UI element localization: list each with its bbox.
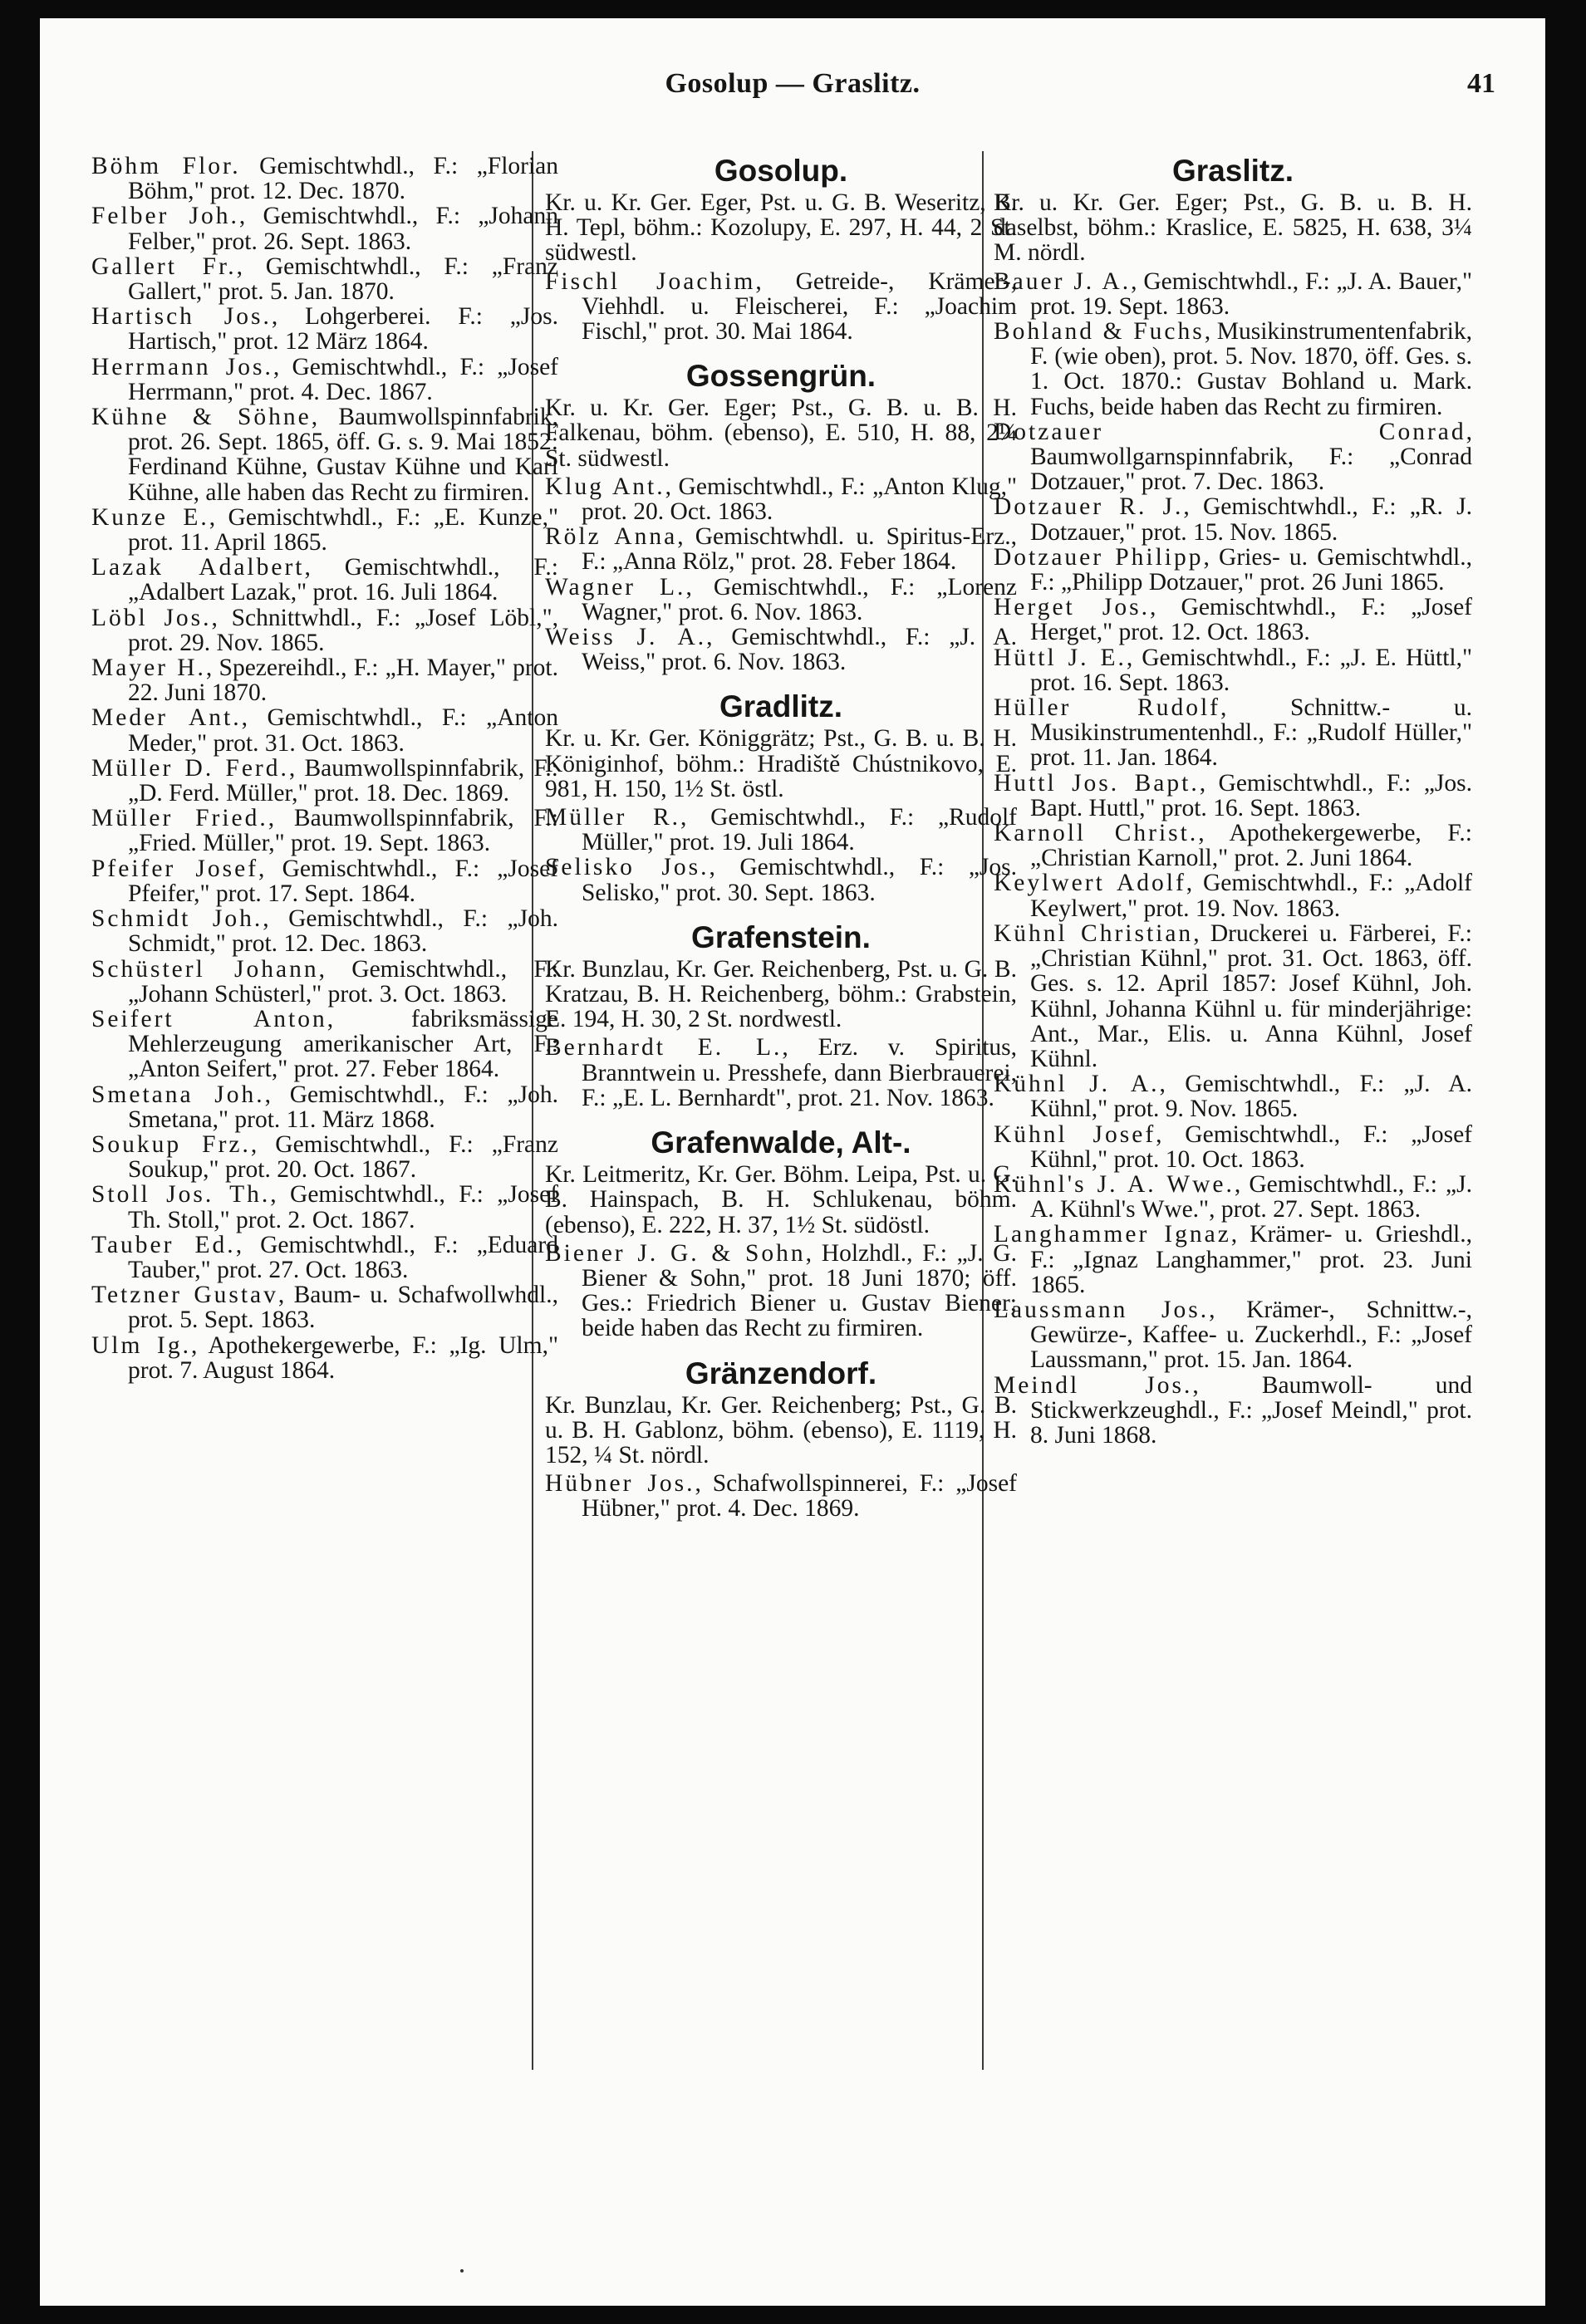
entry-details: , Gemischtwhdl., F.: „Josef Pfeifer," prot. 17. Sept. 1864.: [128, 855, 559, 907]
entry-name: Dotzauer Conrad: [994, 418, 1466, 445]
entry-name: Kühnl's J. A. Wwe.: [994, 1170, 1235, 1198]
place-description: Kr. u. Kr. Ger. Eger; Pst., G. B. u. B. H. daselbst, böhm.: Kraslice, E. 5825, H. 638, 3¼ M. nördl.: [994, 189, 1472, 267]
entry-details: , Gemischtwhdl., F.: „Josef Kühnl," prot. 10. Oct. 1863.: [1030, 1120, 1472, 1173]
entry-name: Hüller Rudolf: [994, 694, 1220, 722]
place-block: [545, 689, 1017, 905]
entry-details: , Spezereihdl., F.: „H. Mayer," prot. 22. Juni 1870.: [128, 655, 559, 707]
entry-details: , Gemischtwhdl., F.: „E. Kunze," prot. 11. April 1865.: [128, 503, 559, 556]
place-heading: Gossengrün.: [685, 359, 876, 394]
entry-name: Selisko Jos.: [545, 854, 710, 881]
directory-entry: [91, 606, 558, 655]
entry-details: , Gemischtwhdl., F.: „Lorenz Wagner," prot. 6. Nov. 1863.: [582, 573, 1017, 625]
directory-entry: [91, 1132, 558, 1182]
directory-entry: [91, 154, 558, 203]
directory-entry: [994, 1297, 1472, 1373]
directory-entry: [994, 319, 1472, 419]
directory-entry: [545, 524, 1017, 574]
entry-details: , Gemischtwhdl., F.: „Adalbert Lazak," prot. 16. Juli 1864.: [128, 554, 558, 606]
place-block: [545, 1356, 1017, 1522]
entry-name: Weiss J. A.: [545, 624, 707, 651]
page-number: 41: [1467, 68, 1495, 99]
entry-name: Wagner L.: [545, 573, 686, 601]
directory-entry: [994, 1071, 1472, 1121]
entry-name: Smetana Joh.: [91, 1081, 265, 1108]
entry-details: , Getreide-, Krämer-, Viehhdl. u. Fleischerei, F.: „Joachim Fischl," prot. 30. Mai 1864.: [582, 267, 1017, 346]
entry-name: Karnoll Christ.: [994, 820, 1199, 847]
column-right: [994, 154, 1472, 1448]
entry-name: Bohland & Fuchs: [994, 318, 1205, 346]
entry-name: Kühnl Josef: [994, 1120, 1156, 1148]
entry-name: Meindl Jos.: [994, 1371, 1193, 1399]
directory-entry: [91, 1007, 558, 1082]
directory-entry: [545, 625, 1017, 674]
entry-details: , Baumwollspinnfabrik, F.: „Fried. Müller," prot. 19. Sept. 1863.: [128, 805, 559, 857]
directory-entry: [994, 821, 1472, 870]
place-heading: Gradlitz.: [719, 689, 843, 724]
entry-details: , Gemischtwhdl., F.: „J. A. Kühnl's Wwe.", prot. 27. Sept. 1863.: [1030, 1170, 1472, 1223]
entry-name: Kühnl Christian: [994, 919, 1194, 947]
directory-entry: [91, 404, 558, 505]
running-head: [40, 68, 1545, 110]
entry-name: Seifert Anton: [91, 1005, 327, 1032]
entry-details: , Gemischtwhdl., F.: „Joh. Smetana," prot. 11. März 1868.: [128, 1081, 558, 1133]
entry-details: Gemischtwhdl., F.: „Florian Böhm," prot. 12. Dec. 1870.: [128, 153, 559, 205]
entry-name: Meder Ant.: [91, 704, 242, 732]
entry-details: , Gemischtwhdl., F.: „R. J. Dotzauer," prot. 15. Nov. 1865.: [1030, 493, 1472, 546]
entry-name: Dotzauer Philipp: [994, 543, 1204, 571]
entry-name: Kühne & Söhne: [91, 404, 312, 431]
directory-entry: [91, 1082, 558, 1132]
entry-details: , Apothekergewerbe, F.: „Ig. Ulm," prot. 7. August 1864.: [128, 1331, 558, 1384]
directory-entry: [91, 705, 558, 755]
entry-name: Pfeifer Josef: [91, 855, 259, 882]
entry-details: , Baumwoll- und Stickwerkzeughdl., F.: „Josef Meindl," prot. 8. Juni 1868.: [1030, 1371, 1472, 1449]
entry-details: , Gemischtwhdl., F.: „J. A. Kühnl," prot. 9. Nov. 1865.: [1030, 1071, 1472, 1123]
entry-details: , Gemischtwhdl., F.: „Joh. Schmidt," prot. 12. Dec. 1863.: [128, 905, 559, 958]
entry-name: Müller Fried.: [91, 805, 268, 832]
entry-details: , Schnittwhdl., F.: „Josef Löbl,", prot. 29. Nov. 1865.: [128, 604, 558, 656]
entry-details: , Krämer- u. Grieshdl., F.: „Ignaz Langhammer," prot. 23. Juni 1865.: [1030, 1221, 1472, 1298]
entry-details: , Gemischtwhdl., F.: „J. A. Weiss," prot. 6. Nov. 1863.: [582, 624, 1017, 676]
directory-entry: [994, 595, 1472, 645]
entry-details: , Holzhdl., F.: „J. G. Biener & Sohn," prot. 18 Juni 1870; öff. Ges.: Friedrich Biener u. Gustav Biener; beide haben das Recht zu firmiren.: [582, 1239, 1017, 1342]
entry-name: Herget Jos.: [994, 594, 1150, 621]
place-heading: Gränzendorf.: [685, 1356, 877, 1390]
place-description: Kr. Leitmeritz, Kr. Ger. Böhm. Leipa, Pst. u. G. B. Hainspach, B. H. Schlukenau, böhm. (ebenso), E. 222, H. 37, 1½ St. südöstl.: [545, 1161, 1017, 1238]
entry-details: , Gemischtwhdl., F.: „Johann Schüsterl," prot. 3. Oct. 1863.: [128, 955, 558, 1008]
place-heading: Grafenwalde, Alt-.: [651, 1125, 911, 1160]
entry-name: Mayer H.: [91, 655, 206, 682]
directory-entry: [994, 269, 1472, 319]
entry-details: , Schnittw.- u. Musikinstrumentenhdl., F.: „Rudolf Hüller," prot. 11. Jan. 1864.: [1030, 694, 1472, 772]
entry-name: Bauer J. A.: [994, 267, 1132, 295]
entry-name: Rölz Anna: [545, 523, 678, 551]
entry-name: Müller D. Ferd.: [91, 754, 289, 782]
place-block: [545, 359, 1017, 674]
place-block: [545, 154, 1017, 344]
place-heading: Gosolup.: [714, 154, 848, 188]
place-description: Kr. u. Kr. Ger. Eger, Pst. u. G. B. Weseritz, B. H. Tepl, böhm.: Kozolupy, E. 297, H. 44, 2 St. südwestl.: [545, 189, 1017, 267]
directory-entry: [994, 545, 1472, 595]
entry-name: Langhammer Ignaz: [994, 1221, 1231, 1248]
entry-details: , Schafwollspinnerei, F.: „Josef Hübner," prot. 4. Dec. 1869.: [582, 1470, 1017, 1522]
entry-name: Schüsterl Johann: [91, 955, 319, 983]
entry-details: , Druckerei u. Färberei, F.: „Christian Kühnl," prot. 31. Oct. 1863, öff. Ges. s. 12. April 1857: Josef Kühnl, Joh. Kühnl, Johanna Kühnl u. für minderjährige: Ant., Mar., Elis. u. Anna Kühnl, Josef Kühnl.: [1030, 919, 1472, 1072]
directory-entry: [545, 805, 1017, 855]
entry-name: Hübner Jos.: [545, 1470, 695, 1498]
directory-entry: [91, 906, 558, 956]
entry-details: , Gemischtwhdl., F.: „Josef Th. Stoll," prot. 2. Oct. 1867.: [128, 1181, 558, 1233]
directory-entry: [91, 505, 558, 555]
entry-name: Biener J. G. & Sohn: [545, 1239, 806, 1267]
directory-entry: [91, 1233, 558, 1282]
directory-entry: [545, 1035, 1017, 1111]
column-middle: [545, 154, 1017, 1522]
directory-entry: [91, 1333, 558, 1383]
entry-name: Tetzner Gustav: [91, 1282, 278, 1309]
directory-entry: [545, 1471, 1017, 1521]
place-heading: Graslitz.: [1172, 154, 1294, 188]
entry-name: Ulm Ig.: [91, 1331, 192, 1359]
directory-entry: [994, 1373, 1472, 1449]
print-speck: [460, 2269, 464, 2273]
entry-details: , Gemischtwhdl., F.: „Anton Meder," prot. 31. Oct. 1863.: [128, 704, 558, 757]
entry-details: , Gemischtwhdl., F.: „Franz Gallert," prot. 5. Jan. 1870.: [128, 253, 559, 306]
entry-name: Schmidt Joh.: [91, 905, 263, 933]
directory-entry: [994, 494, 1472, 544]
entry-details: , Gemischtwhdl., F.: „Eduard Tauber," prot. 27. Oct. 1863.: [128, 1231, 558, 1283]
entry-details: , Gemischtwhdl., F.: „Jos. Selisko," prot. 30. Sept. 1863.: [582, 854, 1017, 906]
entry-details: , Baumwollspinnfabrik, F.: „D. Ferd. Müller," prot. 18. Dec. 1869.: [128, 754, 558, 807]
entry-details: , Baum- u. Schafwollwhdl., prot. 5. Sept. 1863.: [128, 1282, 558, 1334]
entry-name: Laussmann Jos.: [994, 1296, 1210, 1323]
running-title: Gosolup — Graslitz.: [665, 68, 921, 99]
directory-entry: [91, 806, 558, 856]
place-description: Kr. Bunzlau, Kr. Ger. Reichenberg; Pst., G. B. u. B. H. Gablonz, böhm. (ebenso), E. 1119, H. 152, ¼ St. nördl.: [545, 1391, 1017, 1468]
directory-entry: [91, 555, 558, 605]
directory-entry: [91, 304, 558, 354]
entry-details: , Gemischtwhdl., F.: „J. A. Bauer," prot. 19. Sept. 1863.: [1030, 267, 1472, 320]
directory-entry: [994, 1122, 1472, 1172]
entry-details: , Gemischtwhdl., F.: „Rudolf Müller," prot. 19. Juli 1864.: [582, 804, 1017, 856]
directory-entry: [994, 695, 1472, 771]
entry-name: Kühnl J. A.: [994, 1071, 1160, 1098]
entry-name: Huttl Jos. Bapt.: [994, 769, 1200, 797]
entry-details: , Gemischtwhdl., F.: „Adolf Keylwert," prot. 19. Nov. 1863.: [1030, 870, 1472, 922]
entry-name: Hartisch Jos.: [91, 303, 272, 331]
entry-name: Tauber Ed.: [91, 1231, 236, 1258]
directory-entry: [91, 254, 558, 304]
place-block: [91, 154, 558, 1383]
entry-details: , Gemischtwhdl., F.: „Anton Klug," prot. 20. Oct. 1863.: [582, 473, 1018, 526]
directory-entry: [91, 957, 558, 1007]
entry-name: Gallert Fr.: [91, 253, 237, 280]
book-page: [40, 18, 1545, 2306]
entry-name: Löbl Jos.: [91, 604, 212, 631]
entry-name: Kunze E.: [91, 503, 209, 531]
entry-name: Fischl Joachim: [545, 267, 756, 295]
place-block: [545, 1125, 1017, 1341]
entry-name: Keylwert Adolf: [994, 870, 1186, 897]
entry-name: Klug Ant.: [545, 473, 665, 500]
place-description: Kr. u. Kr. Ger. Eger; Pst., G. B. u. B. H. Falkenau, böhm. (ebenso), E. 510, H. 88, 2¼ St. südwestl.: [545, 395, 1017, 472]
place-block: [994, 154, 1472, 1448]
directory-entry: [994, 870, 1472, 920]
entry-details: , Baumwollspinnfabrik, prot. 26. Sept. 1865, öff. G. s. 9. Mai 1852: Ferdinand Kühne, Gustav Kühne und Karl Kühne, alle haben das Recht zu firmiren.: [128, 404, 558, 506]
entry-details: , Gemischtwhdl., F.: „Josef Herrmann," prot. 4. Dec. 1867.: [128, 353, 558, 405]
entry-name: Müller R.: [545, 804, 681, 831]
entry-details: , Gemischtwhdl. u. Spiritus-Erz., F.: „Anna Rölz," prot. 28. Feber 1864.: [582, 523, 1017, 576]
place-description: Kr. u. Kr. Ger. Königgrätz; Pst., G. B. u. B. H. Königinhof, böhm.: Hradiště Chústnikovo, E. 981, H. 150, 1½ St. östl.: [545, 725, 1017, 802]
entry-name: Soukup Frz.: [91, 1130, 251, 1158]
directory-entry: [994, 1222, 1472, 1297]
directory-entry: [545, 1241, 1017, 1341]
directory-entry: [994, 1172, 1472, 1222]
entry-details: , Musikinstrumentenfabrik, F. (wie oben), prot. 5. Nov. 1870, öff. Ges. s. 1. Oct. 1870.: Gustav Bohland u. Mark. Fuchs, beide haben das Recht zu firmiren.: [1030, 318, 1472, 420]
directory-entry: [91, 1282, 558, 1332]
directory-entry: [545, 855, 1017, 905]
directory-entry: [545, 575, 1017, 625]
place-description: Kr. Bunzlau, Kr. Ger. Reichenberg, Pst. u. G. B. Kratzau, B. H. Reichenberg, böhm.: Grabstein, E. 194, H. 30, 2 St. nordwestl.: [545, 955, 1017, 1033]
directory-entry: [91, 655, 558, 705]
directory-entry: [91, 355, 558, 404]
column-left: [91, 154, 558, 1383]
entry-details: , Apothekergewerbe, F.: „Christian Karnoll," prot. 2. Juni 1864.: [1030, 820, 1472, 872]
entry-name: Hüttl J. E.: [994, 644, 1127, 671]
directory-entry: [91, 203, 558, 253]
entry-name: Böhm Flor.: [91, 153, 241, 179]
place-heading: Grafenstein.: [691, 919, 871, 954]
directory-entry: [91, 1182, 558, 1232]
entry-details: , Gemischtwhdl., F.: „Jos. Bapt. Huttl," prot. 16. Sept. 1863.: [1030, 769, 1472, 821]
entry-name: Dotzauer R. J.: [994, 493, 1184, 521]
directory-entry: [994, 645, 1472, 695]
entry-details: , Baumwollgarnspinnfabrik, F.: „Conrad Dotzauer," prot. 7. Dec. 1863.: [1030, 418, 1472, 496]
entry-name: Lazak Adalbert: [91, 554, 305, 581]
entry-name: Bernhardt E. L.: [545, 1034, 783, 1061]
entry-details: , Krämer-, Schnittw.-, Gewürze-, Kaffee- u. Zuckerhdl., F.: „Josef Laussmann," prot. 15. Jan. 1864.: [1030, 1296, 1472, 1374]
directory-entry: [994, 921, 1472, 1071]
directory-entry: [91, 856, 558, 906]
entry-name: Stoll Jos. Th.: [91, 1181, 271, 1209]
directory-entry: [994, 771, 1472, 821]
entry-details: , Gemischtwhdl., F.: „Josef Herget," prot. 12. Oct. 1863.: [1030, 594, 1472, 646]
entry-details: , Gries- u. Gemischtwhdl., F.: „Philipp Dotzauer," prot. 26 Juni 1865.: [1030, 543, 1473, 596]
entry-details: , fabriksmässige Mehlerzeugung amerikanischer Art, F.: „Anton Seifert," prot. 27. Feber 1864.: [128, 1005, 558, 1083]
entry-details: , Gemischtwhdl., F.: „Franz Soukup," prot. 20. Oct. 1867.: [128, 1130, 558, 1184]
entry-name: Felber Joh.: [91, 203, 239, 230]
entry-details: , Erz. v. Spiritus, Branntwein u. Presshefe, dann Bierbrauerei, F.: „E. L. Bernhardt", prot. 21. Nov. 1863.: [582, 1034, 1017, 1111]
directory-entry: [545, 474, 1017, 524]
entry-name: Herrmann Jos.: [91, 353, 273, 380]
entry-details: , Gemischtwhdl., F.: „Johann Felber," prot. 26. Sept. 1863.: [128, 203, 558, 255]
directory-entry: [545, 269, 1017, 345]
directory-entry: [994, 419, 1472, 495]
directory-entry: [91, 756, 558, 806]
place-block: [545, 920, 1017, 1111]
entry-details: , Gemischtwhdl., F.: „J. E. Hüttl," prot. 16. Sept. 1863.: [1030, 644, 1472, 696]
entry-details: , Lohgerberei. F.: „Jos. Hartisch," prot. 12 März 1864.: [128, 303, 558, 355]
